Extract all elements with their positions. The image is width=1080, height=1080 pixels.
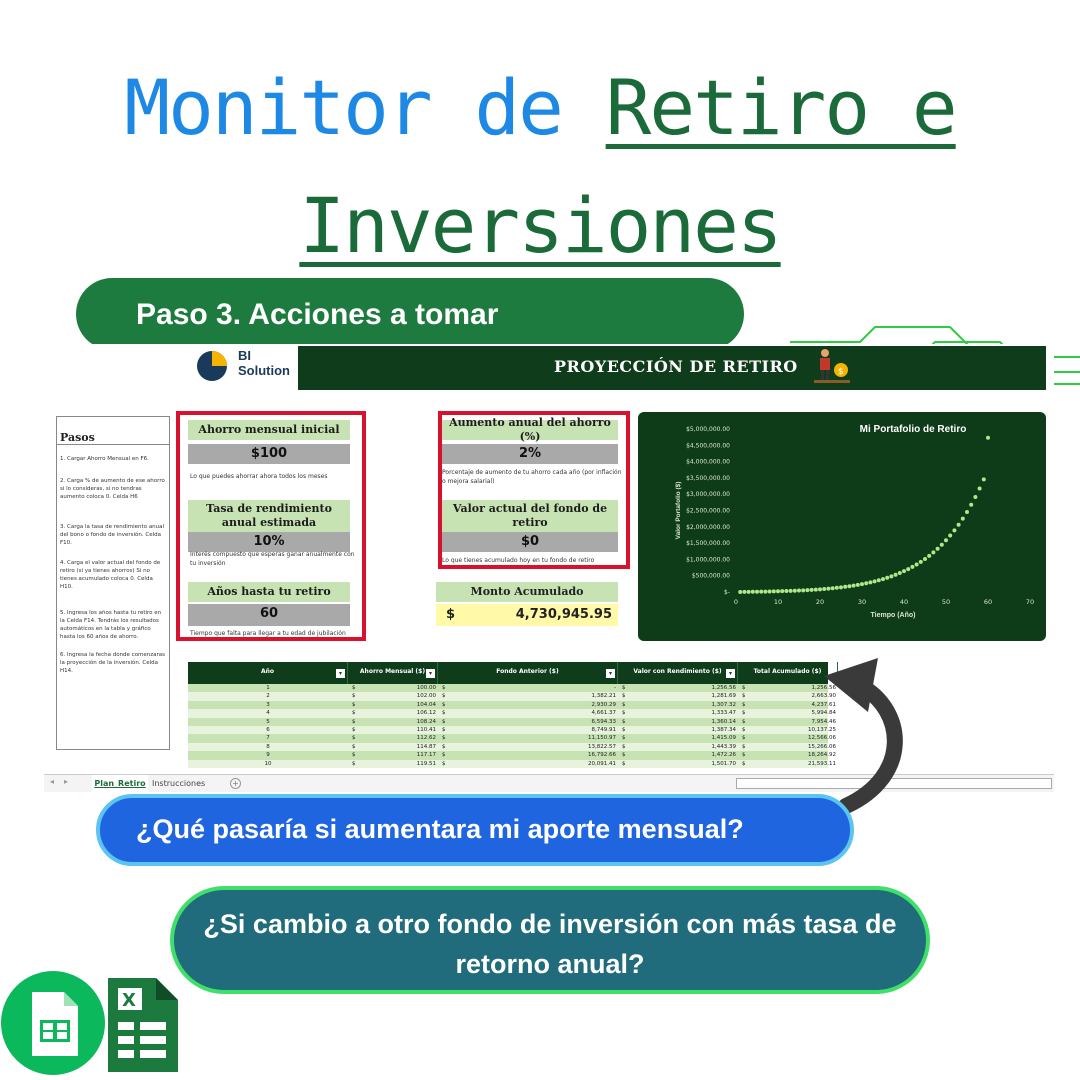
curved-arrow-icon [816,656,906,816]
table-cell[interactable]: 18,264.92 [808,752,836,759]
table-cell[interactable]: $ [352,685,356,691]
tasa-title: Tasa de rendimiento anual estimada [188,500,350,532]
aumento-value[interactable]: 2% [442,444,618,464]
tasa-note: Interés compuesto que esperas ganar anualmente con tu inversión [190,551,355,567]
table-cell[interactable]: $ [622,735,626,742]
data-point [772,589,776,593]
data-point [978,487,982,491]
y-tick-label: $500,000.00 [691,572,730,580]
table-cell[interactable]: 4,237.61 [811,701,836,708]
data-point [894,573,898,577]
table-cell[interactable]: $ [442,752,446,759]
tasa-value[interactable]: 10% [188,532,350,552]
data-point [852,584,856,588]
y-tick-label: $- [724,589,730,596]
table-cell[interactable]: $ [622,752,626,759]
data-point [763,590,767,594]
data-point [868,580,872,584]
data-point [826,587,830,591]
table-cell[interactable]: $ [442,701,446,708]
data-point [982,477,986,481]
data-point [957,523,961,527]
logo-line1: BI [238,348,251,363]
data-point [780,589,784,593]
filter-dropdown-icon[interactable]: ▾ [726,669,735,678]
ahorro-title: Ahorro mensual inicial [188,420,350,440]
paso-2: 2. Carga % de aumento de ese ahorro si lo consideras, si no tendras aumento coloca 0. Celda H6 [60,478,165,500]
data-point [738,590,742,594]
table-cell[interactable]: 10 [264,760,272,767]
table-cell[interactable]: 13,822.57 [588,743,616,750]
monto-currency: $ [446,607,456,622]
table-cell[interactable]: 2,663.90 [811,693,836,700]
data-point [864,581,868,585]
aumento-title: Aumento anual del ahorro (%) [442,420,618,440]
x-tick-label: 50 [941,598,951,606]
data-point [885,576,889,580]
ahorro-value[interactable]: $100 [188,444,350,464]
data-point [818,587,822,591]
ahorro-note: Lo que puedes ahorrar ahora todos los meses [190,473,328,480]
add-sheet-icon[interactable]: + [230,778,241,789]
th-valor-label: Valor con Rendimiento ($) [633,668,722,675]
excel-icon [108,978,178,1072]
x-tick-label: 20 [815,598,825,606]
data-point [801,588,805,592]
table-cell[interactable]: $ [442,693,446,700]
table-cell[interactable]: $ [622,726,626,733]
y-tick-label: $3,500,000.00 [686,474,730,482]
table-cell[interactable]: $ [352,693,356,700]
paso-3: 3. Carga la tasa de rendimiento anual del bono o fondo de inversión. Celda F10. [60,524,165,546]
data-point [973,495,977,499]
table-cell[interactable]: $ [442,760,446,767]
data-point [877,578,881,582]
data-point [965,510,969,514]
pasos-title: Pasos [57,417,169,445]
table-row[interactable] [188,692,836,700]
question-fondo-line1: ¿Si cambio a otro fondo de inversión con más tasa de [203,909,897,939]
table-cell[interactable]: 100.00 [416,685,436,691]
paso-1: 1. Cargar Ahorro Mensual en F6. [60,456,149,462]
table-cell[interactable]: $ [742,710,746,717]
th-total-label: Total Acumulado ($) [753,668,822,675]
question-aporte [96,794,854,866]
table-cell[interactable]: $ [622,743,626,750]
bi-logo-icon [196,350,228,382]
table-row[interactable] [188,684,836,692]
table-cell[interactable]: $ [352,701,356,708]
question-fondo-line2: retorno anual? [455,949,645,979]
table-cell[interactable]: 3 [266,701,270,708]
table-cell[interactable]: 15,266.06 [808,743,836,750]
tab-nav-right-icon[interactable]: ▸ [64,777,69,786]
aumento-note: Porcentaje de aumento de tu ahorro cada año (por inflación o mejora salarial) [442,469,622,485]
paso-6: 6. Ingresa la fecha donde comenzaras la proyección de la inversión. Celda H14. [60,652,166,674]
projection-table [188,662,836,768]
data-point [910,565,914,569]
table-cell[interactable]: 6 [266,726,270,733]
monto-title: Monto Acumulado [436,582,618,602]
th-ahorro-label: Ahorro Mensual ($) [359,668,426,675]
data-point [969,503,973,507]
logo-line2: Solution [238,363,290,378]
data-point [860,582,864,586]
data-point [843,585,847,589]
table-cell[interactable]: $ [742,726,746,733]
data-point [835,586,839,590]
anos-note: Tiempo que falta para llegar a tu edad de jubilación [190,630,346,637]
chart-title: Mi Portafolio de Retiro [859,424,967,435]
table-cell[interactable]: $ [742,701,746,708]
data-point [747,590,751,594]
table-cell[interactable]: 108.24 [416,718,436,725]
y-tick-label: $4,000,000.00 [686,458,730,466]
table-cell[interactable]: $ [442,743,446,750]
y-axis-label: Valor Portafolio ($) [675,481,682,540]
google-sheets-icon [0,970,106,1076]
table-cell[interactable]: 5,994.84 [811,710,836,717]
th-fondo-label: Fondo Anterior ($) [496,668,559,675]
y-tick-label: $2,500,000.00 [686,507,730,515]
th-fondo[interactable] [438,662,618,684]
table-cell[interactable]: $ [622,693,626,700]
data-point [784,589,788,593]
table-cell[interactable]: $ [742,685,746,691]
table-cell[interactable]: $ [742,752,746,759]
data-point [948,534,952,538]
data-point [814,588,818,592]
table-cell[interactable]: 11,150.97 [588,735,616,742]
data-point [927,554,931,558]
sheet-header-title: PROYECCIÓN DE RETIRO [554,357,798,376]
data-point [915,562,919,566]
table-cell[interactable]: 7 [266,735,270,742]
y-tick-label: $4,500,000.00 [686,442,730,450]
data-point [944,538,948,542]
data-point [793,589,797,593]
y-tick-label: $2,000,000.00 [686,523,730,531]
table-cell[interactable]: 9 [266,752,270,759]
data-point [810,588,814,592]
table-cell[interactable]: $ [352,726,356,733]
y-tick-label: $1,000,000.00 [686,556,730,564]
paso-5: 5. Ingresa los años hasta tu retiro en la Celda F14. Tendrás los resultados automáticos en la tabla y gráfico hasta los 60 años de ahorro. [60,610,162,640]
data-point [898,571,902,575]
table-cell[interactable]: 2,930.29 [591,701,616,708]
step-banner [76,278,744,350]
table-cell[interactable]: 110.41 [416,726,436,733]
data-point [923,557,927,561]
bi-logo-text [238,348,290,378]
table-row[interactable] [188,751,836,759]
data-point [768,590,772,594]
data-point [952,528,956,532]
table-cell[interactable]: 8,749.91 [591,726,616,733]
table-cell[interactable]: 5 [266,718,270,725]
table-row[interactable] [188,734,836,742]
data-point [822,587,826,591]
table-cell[interactable]: 12,566.06 [808,735,836,742]
data-point [940,543,944,547]
table-cell[interactable]: 10,137.25 [808,726,836,733]
table-cell[interactable]: $ [352,760,356,767]
y-tick-label: $1,500,000.00 [686,540,730,548]
data-point [839,585,843,589]
table-cell[interactable]: 20,091.41 [588,760,616,767]
x-tick-label: 10 [773,598,783,606]
paso-4: 4. Carga el valor actual del fondo de retiro (si ya tienes ahorros) Si no tienes acumulado coloca 0. Celda H10. [60,560,161,590]
table-cell[interactable]: 1,415.09 [711,735,736,742]
step-label: Paso 3. Acciones a tomar [136,298,499,331]
table-cell[interactable]: 1,387.34 [711,726,736,733]
data-point [789,589,793,593]
filter-dropdown-icon[interactable]: ▾ [606,669,615,678]
data-point [797,589,801,593]
data-point [889,574,893,578]
valor-title: Valor actual del fondo de retiro [442,500,618,532]
table-cell[interactable]: $ [742,735,746,742]
x-tick-label: 30 [857,598,867,606]
y-tick-label: $5,000,000.00 [686,426,730,433]
data-point [831,586,835,590]
table-cell[interactable]: $ [352,710,356,717]
table-cell[interactable]: - [614,685,616,691]
tab-plan-retiro[interactable]: Plan_Retiro [92,775,148,792]
pasos-panel [56,416,170,750]
table-cell[interactable]: $ [442,685,446,691]
page-title-line1 [0,63,1080,152]
table-cell[interactable]: 1,333.47 [711,710,736,717]
table-cell[interactable]: 1,256.56 [711,685,736,691]
table-cell[interactable]: 16,792.66 [588,752,616,759]
data-point [776,589,780,593]
svg-text:$: $ [838,367,844,377]
filter-dropdown-icon[interactable]: ▾ [336,669,345,678]
table-cell[interactable]: $ [742,743,746,750]
table-cell[interactable]: 106.12 [416,710,436,717]
data-point [856,583,860,587]
table-cell[interactable]: $ [742,718,746,725]
data-point [755,590,759,594]
question-aporte-text: ¿Qué pasaría si aumentara mi aporte mensual? [136,814,744,844]
tab-instrucciones[interactable]: Instrucciones [152,779,206,788]
table-row[interactable] [188,743,836,751]
table-cell[interactable]: $ [352,735,356,742]
table-cell[interactable]: 4,661.37 [591,710,616,717]
table-cell[interactable]: 6,594.33 [591,718,616,725]
x-tick-label: 70 [1025,598,1035,606]
table-cell[interactable]: 21,593.11 [808,760,836,767]
table-cell[interactable]: 102.00 [416,693,436,700]
table-cell[interactable]: 117.17 [416,752,436,759]
table-cell[interactable]: 1,360.14 [711,718,736,725]
data-point [902,569,906,573]
table-cell[interactable]: 1,472.26 [711,752,736,759]
table-row[interactable] [188,709,836,717]
th-valor[interactable] [618,662,738,684]
table-cell[interactable]: 1,443.39 [711,743,736,750]
table-cell[interactable]: 7,954.46 [811,718,836,725]
th-ahorro[interactable] [348,662,438,684]
x-tick-label: 40 [899,598,909,606]
table-cell[interactable]: $ [442,718,446,725]
data-point [906,567,910,571]
table-cell[interactable]: 1,307.32 [711,701,736,708]
table-cell[interactable]: $ [742,693,746,700]
table-cell[interactable]: 8 [266,743,270,750]
table-cell[interactable]: $ [742,760,746,767]
table-cell[interactable]: $ [622,718,626,725]
table-cell[interactable]: 119.51 [416,760,436,767]
table-cell[interactable]: $ [622,685,626,691]
valor-value[interactable]: $0 [442,532,618,552]
title-part2: Retiro e [605,63,956,152]
table-cell[interactable]: $ [442,726,446,733]
x-tick-label: 0 [733,598,739,606]
th-ano[interactable] [188,662,348,684]
table-cell[interactable]: $ [442,710,446,717]
data-point [936,547,940,551]
table-cell[interactable]: $ [442,735,446,742]
title-part3: Inversiones [299,181,781,270]
table-row[interactable] [188,718,836,726]
table-cell[interactable]: 2 [266,693,270,700]
table-cell[interactable]: $ [352,752,356,759]
anos-title: Años hasta tu retiro [188,582,350,602]
valor-note: Lo que tienes acumulado hoy en tu fondo de retiro [442,557,595,564]
table-cell[interactable]: 104.04 [416,701,436,708]
th-ano-label: Año [260,668,275,675]
table-cell[interactable]: 1 [266,685,270,691]
table-cell[interactable]: 1,281.69 [711,693,736,700]
portfolio-chart-svg [638,412,1046,641]
monto-value-cell [436,604,618,626]
data-point [961,517,965,521]
data-point [873,579,877,583]
tab-nav-left-icon[interactable]: ◂ [50,777,55,786]
x-tick-label: 60 [983,598,993,606]
table-body [188,684,836,768]
data-point [751,590,755,594]
question-fondo [170,886,930,994]
y-tick-label: $3,000,000.00 [686,491,730,499]
table-row[interactable] [188,760,836,768]
data-point [986,436,990,440]
table-cell[interactable]: $ [622,760,626,767]
data-point [759,590,763,594]
title-part1: Monitor de [124,63,606,152]
table-cell[interactable]: 114.87 [416,743,436,750]
table-row[interactable] [188,701,836,709]
table-cell[interactable]: 1,256.56 [811,685,836,691]
table-cell[interactable]: 1,501.70 [711,760,736,767]
page-title-line2 [0,181,1080,270]
portfolio-chart [638,412,1046,641]
filter-dropdown-icon[interactable]: ▾ [426,669,435,678]
table-row[interactable] [188,726,836,734]
table-cell[interactable]: $ [352,718,356,725]
data-point [805,588,809,592]
svg-text:X: X [122,990,136,1011]
data-point [931,550,935,554]
monto-value: 4,730,945.95 [515,607,612,622]
table-header [188,662,828,684]
table-cell[interactable]: 4 [266,710,270,717]
table-cell[interactable]: 1,382.21 [591,693,616,700]
x-axis-label: Tiempo (Año) [870,612,916,619]
table-cell[interactable]: $ [352,743,356,750]
data-point [847,584,851,588]
retirement-icon [812,348,852,384]
data-point [742,590,746,594]
data-point [881,577,885,581]
table-cell[interactable]: 112.62 [416,735,436,742]
table-cell[interactable]: $ [622,710,626,717]
table-cell[interactable]: $ [622,701,626,708]
anos-value[interactable]: 60 [188,604,350,626]
data-point [919,560,923,564]
